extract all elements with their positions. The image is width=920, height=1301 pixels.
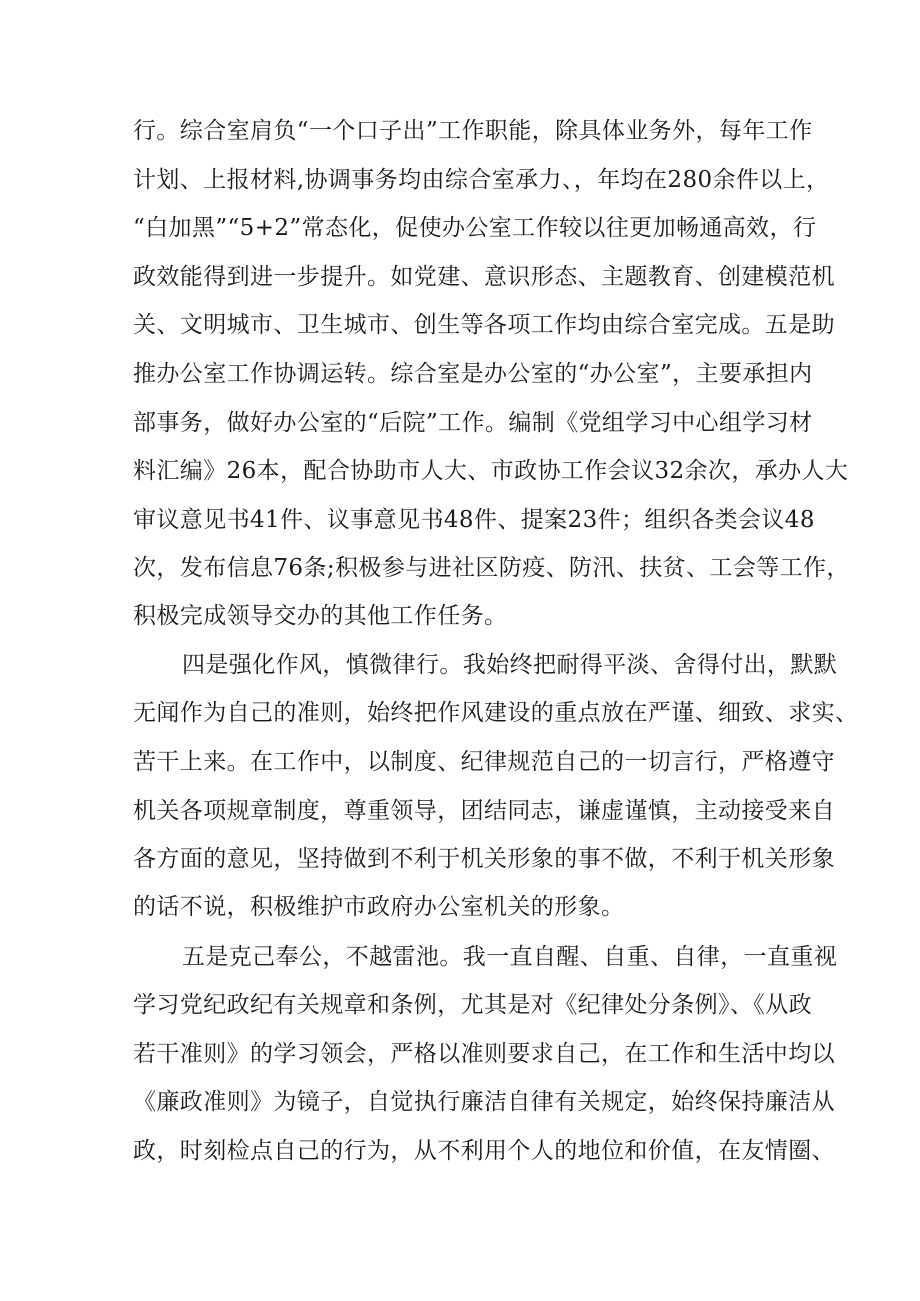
text-line: 学习党纪政纪有关规章和条例，尤其是对《纪律处分条例》、《从政 — [133, 992, 812, 1018]
paragraph-first-line: 四是强化作风，慎微律行。我始终把耐得平淡、舍得付出，默默 — [182, 652, 838, 678]
text-line: 无闻作为自己的准则，始终把作风建设的重点放在严谨、细致、求实、 — [133, 700, 859, 726]
text-line: 计划、上报材料,协调事务均由综合室承力、，年均在280余件以上， — [133, 167, 830, 193]
text-line: “白加黑”“5+2”常态化，促使办公室工作较以往更加畅通高效，行 — [133, 215, 817, 241]
text-line: 行。综合室肩负“一个口子出”工作职能，除具体业务外，每年工作 — [133, 118, 813, 144]
text-line: 各方面的意见，坚持做到不利于机关形象的事不做，不利于机关形象 — [133, 846, 835, 872]
text-line: 政，时刻检点自己的行为，从不利用个人的地位和价值，在友情圈、 — [133, 1138, 835, 1164]
text-line: 审议意见书41件、议事意见书48件、提案23件；组织各类会议48 — [133, 507, 815, 533]
text-line: 料汇编》26本，配合协助市人大、市政协工作会议32余次，承办人大 — [133, 458, 849, 484]
text-line: 政效能得到进一步提升。如党建、意识形态、主题教育、创建模范机 — [133, 264, 835, 290]
text-line: 推办公室工作协调运转。综合室是办公室的“办公室”，主要承担内 — [133, 361, 813, 387]
text-line: 若干准则》的学习领会，严格以准则要求自己，在工作和生活中均以 — [133, 1041, 835, 1067]
text-line: 《廉政准则》为镜子，自觉执行廉洁自律有关规定，始终保持廉洁从 — [133, 1089, 835, 1115]
text-line: 苦干上来。在工作中，以制度、纪律规范自己的一切言行，严格遵守 — [133, 749, 835, 775]
text-line: 的话不说，积极维护市政府办公室机关的形象。 — [133, 894, 625, 920]
text-line: 机关各项规章制度，尊重领导，团结同志，谦虚谨慎，主动接受来自 — [133, 798, 835, 824]
text-line: 次，发布信息76条;积极参与进社区防疫、防汛、扶贫、工会等工作， — [133, 555, 850, 581]
paragraph-first-line: 五是克己奉公，不越雷池。我一直自醒、自重、自律，一直重视 — [182, 944, 838, 970]
text-line: 关、文明城市、卫生城市、创生等各项工作均由综合室完成。五是助 — [133, 312, 835, 338]
text-line: 部事务，做好办公室的“后院”工作。编制《党组学习中心组学习材 — [133, 410, 813, 436]
text-line: 积极完成领导交办的其他工作任务。 — [133, 603, 508, 629]
